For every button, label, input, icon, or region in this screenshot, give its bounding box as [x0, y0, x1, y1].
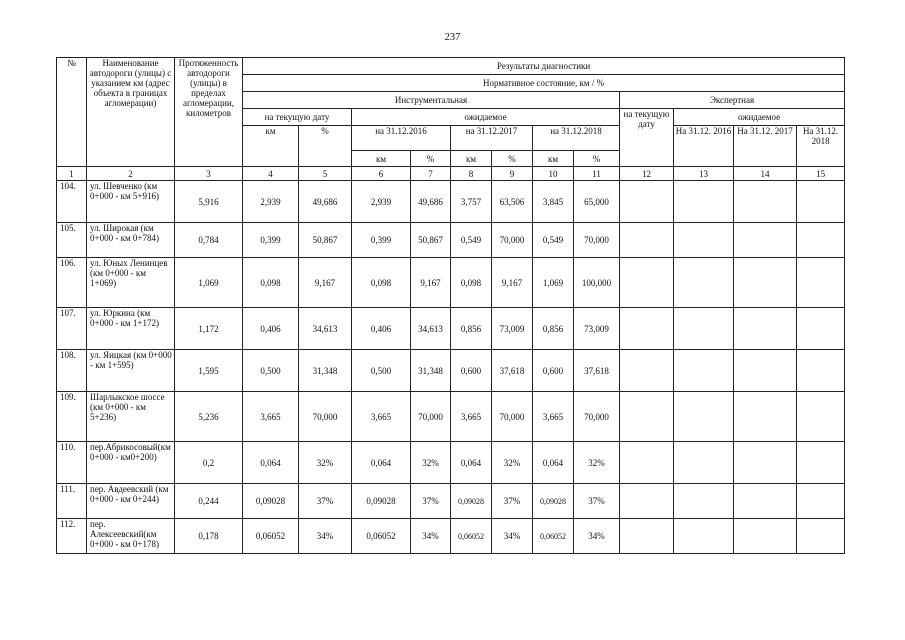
road-name: ул. Юркина (км 0+000 - км 1+172) [87, 308, 175, 350]
value-cell [674, 308, 734, 350]
value-cell: 32% [574, 442, 620, 484]
header-date-2017: на 31.12.2017 [451, 126, 533, 151]
header-instr-current-date: на текущую дату [243, 109, 352, 126]
value-cell: 3,665 [352, 392, 411, 442]
header-date-2018: на 31.12.2018 [533, 126, 620, 151]
value-cell: 3,665 [451, 392, 492, 442]
header-diagnostics-results: Результаты диагностики [243, 58, 845, 75]
value-cell [674, 223, 734, 258]
value-cell [674, 181, 734, 223]
value-cell: 3,757 [451, 181, 492, 223]
value-cell [620, 442, 674, 484]
value-cell: 32% [492, 442, 533, 484]
header-expert-2018: На 31.12. 2018 [797, 126, 845, 167]
value-cell [734, 223, 797, 258]
value-cell: 0,406 [352, 308, 411, 350]
value-cell: 0,09028 [243, 484, 299, 519]
table-row [57, 519, 845, 554]
header-expert-current-date: на текущую дату [620, 109, 674, 167]
col-number: 6 [352, 167, 411, 181]
value-cell: 37,618 [574, 350, 620, 392]
table-row [57, 181, 845, 223]
value-cell [674, 258, 734, 308]
value-cell [674, 392, 734, 442]
value-cell [620, 308, 674, 350]
road-name: пер. Алексеевский(км 0+000 - км 0+178) [87, 519, 175, 554]
value-cell [797, 519, 845, 554]
value-cell: 32% [411, 442, 451, 484]
value-cell: 0,098 [243, 258, 299, 308]
value-cell: 0,600 [533, 350, 574, 392]
value-cell: 32% [299, 442, 352, 484]
value-cell: 0,856 [451, 308, 492, 350]
value-cell: 0,09028 [533, 484, 574, 519]
road-name: ул. Яицкая (км 0+000 - км 1+595) [87, 350, 175, 392]
column-number-row [57, 167, 845, 181]
value-cell: 37% [574, 484, 620, 519]
value-cell: 2,939 [352, 181, 411, 223]
road-name: пер. Авдеевский (км 0+000 - км 0+244) [87, 484, 175, 519]
table-row [57, 258, 845, 308]
value-cell: 2,939 [243, 181, 299, 223]
value-cell: 0,600 [451, 350, 492, 392]
value-cell: 0,098 [352, 258, 411, 308]
value-cell [797, 308, 845, 350]
value-cell: 0,064 [243, 442, 299, 484]
value-cell [797, 181, 845, 223]
value-cell: 70,000 [411, 392, 451, 442]
table-row [57, 308, 845, 350]
value-cell: 0,06052 [533, 519, 574, 554]
value-cell: 34% [574, 519, 620, 554]
value-cell: 9,167 [492, 258, 533, 308]
value-cell: 0,500 [352, 350, 411, 392]
table-row [57, 484, 845, 519]
header-expert-2017: На 31.12. 2017 [734, 126, 797, 167]
row-number: 110. [57, 442, 87, 484]
value-cell [734, 258, 797, 308]
value-cell: 73,009 [492, 308, 533, 350]
value-cell: 0,406 [243, 308, 299, 350]
road-name: ул. Юных Ленинцев (км 0+000 - км 1+069) [87, 258, 175, 308]
value-cell: 0,06052 [243, 519, 299, 554]
value-cell [734, 392, 797, 442]
value-cell: 37,618 [492, 350, 533, 392]
value-cell: 0,098 [451, 258, 492, 308]
diagnostics-table [56, 57, 845, 554]
value-cell [734, 181, 797, 223]
value-cell: 5,916 [175, 181, 243, 223]
row-number: 109. [57, 392, 87, 442]
value-cell [734, 442, 797, 484]
header-expert-expected: ожидаемое [674, 109, 845, 126]
col-number: 11 [574, 167, 620, 181]
value-cell [797, 350, 845, 392]
value-cell: 31,348 [299, 350, 352, 392]
value-cell: 37% [411, 484, 451, 519]
value-cell: 34% [411, 519, 451, 554]
header-2018-km: км [533, 151, 574, 167]
value-cell [620, 519, 674, 554]
header-number: № [57, 58, 87, 167]
value-cell: 1,069 [175, 258, 243, 308]
value-cell: 1,595 [175, 350, 243, 392]
road-name: ул. Шевченко (км 0+000 - км 5+916) [87, 181, 175, 223]
col-number: 5 [299, 167, 352, 181]
value-cell: 34,613 [411, 308, 451, 350]
header-road-name: Наименование автодороги (улицы) с указанием км (адрес объекта в границах агломерации) [87, 58, 175, 167]
col-number: 13 [674, 167, 734, 181]
value-cell: 3,845 [533, 181, 574, 223]
header-2016-pct: % [411, 151, 451, 167]
value-cell [674, 519, 734, 554]
table-row [57, 442, 845, 484]
table-header [57, 58, 845, 181]
value-cell [797, 484, 845, 519]
value-cell: 3,665 [533, 392, 574, 442]
value-cell: 73,009 [574, 308, 620, 350]
header-current-pct: % [299, 126, 352, 167]
value-cell: 34% [299, 519, 352, 554]
header-length: Протяженность автодороги (улицы) в пределах агломерации, километров [175, 58, 243, 167]
value-cell: 50,867 [411, 223, 451, 258]
value-cell: 0,09028 [352, 484, 411, 519]
value-cell: 70,000 [574, 392, 620, 442]
header-instrumental: Инструментальная [243, 92, 620, 109]
value-cell [797, 442, 845, 484]
row-number: 105. [57, 223, 87, 258]
header-2017-pct: % [492, 151, 533, 167]
header-2016-km: км [352, 151, 411, 167]
value-cell: 100,000 [574, 258, 620, 308]
value-cell [620, 392, 674, 442]
value-cell: 70,000 [299, 392, 352, 442]
value-cell: 0,06052 [451, 519, 492, 554]
value-cell [620, 181, 674, 223]
value-cell: 0,500 [243, 350, 299, 392]
value-cell: 1,172 [175, 308, 243, 350]
value-cell: 31,348 [411, 350, 451, 392]
value-cell: 0,399 [243, 223, 299, 258]
col-number: 12 [620, 167, 674, 181]
road-name: Шарлыкское шоссе (км 0+000 - км 5+236) [87, 392, 175, 442]
header-instr-expected: ожидаемое [352, 109, 620, 126]
value-cell: 0,549 [451, 223, 492, 258]
value-cell [797, 258, 845, 308]
col-number: 4 [243, 167, 299, 181]
value-cell: 0,244 [175, 484, 243, 519]
col-number: 7 [411, 167, 451, 181]
header-current-km: км [243, 126, 299, 167]
value-cell [797, 223, 845, 258]
value-cell: 0,399 [352, 223, 411, 258]
value-cell [620, 484, 674, 519]
value-cell: 0,064 [352, 442, 411, 484]
road-name: ул. Широкая (км 0+000 - км 0+784) [87, 223, 175, 258]
col-number: 15 [797, 167, 845, 181]
value-cell: 5,236 [175, 392, 243, 442]
col-number: 8 [451, 167, 492, 181]
value-cell [620, 223, 674, 258]
road-name: пер.Абрикосовый(км 0+000 - км0+200) [87, 442, 175, 484]
value-cell: 9,167 [411, 258, 451, 308]
value-cell: 9,167 [299, 258, 352, 308]
value-cell [734, 308, 797, 350]
value-cell: 49,686 [299, 181, 352, 223]
col-number: 14 [734, 167, 797, 181]
value-cell: 0,856 [533, 308, 574, 350]
value-cell: 0,549 [533, 223, 574, 258]
value-cell: 49,686 [411, 181, 451, 223]
table-row [57, 350, 845, 392]
value-cell: 34,613 [299, 308, 352, 350]
header-date-2016: на 31.12.2016 [352, 126, 451, 151]
row-number: 112. [57, 519, 87, 554]
value-cell: 3,665 [243, 392, 299, 442]
value-cell: 0,784 [175, 223, 243, 258]
value-cell [734, 350, 797, 392]
table-row [57, 223, 845, 258]
row-number: 107. [57, 308, 87, 350]
col-number: 9 [492, 167, 533, 181]
value-cell [620, 258, 674, 308]
value-cell: 37% [299, 484, 352, 519]
value-cell: 70,000 [492, 392, 533, 442]
value-cell [734, 519, 797, 554]
value-cell: 70,000 [574, 223, 620, 258]
row-number: 111. [57, 484, 87, 519]
col-number: 1 [57, 167, 87, 181]
value-cell: 0,178 [175, 519, 243, 554]
header-expert-2016: На 31.12. 2016 [674, 126, 734, 167]
page-number: 237 [444, 32, 461, 43]
value-cell: 0,06052 [352, 519, 411, 554]
row-number: 108. [57, 350, 87, 392]
value-cell: 0,064 [533, 442, 574, 484]
value-cell: 65,000 [574, 181, 620, 223]
col-number: 3 [175, 167, 243, 181]
value-cell: 50,867 [299, 223, 352, 258]
value-cell [734, 484, 797, 519]
row-number: 104. [57, 181, 87, 223]
row-number: 106. [57, 258, 87, 308]
value-cell: 1,069 [533, 258, 574, 308]
value-cell: 0,064 [451, 442, 492, 484]
value-cell: 70,000 [492, 223, 533, 258]
value-cell [674, 442, 734, 484]
value-cell [620, 350, 674, 392]
header-expert: Экспертная [620, 92, 845, 109]
value-cell: 0,09028 [451, 484, 492, 519]
value-cell [797, 392, 845, 442]
value-cell [674, 484, 734, 519]
value-cell: 0,2 [175, 442, 243, 484]
header-normative-state: Нормативное состояние, км / % [243, 75, 845, 92]
table-body [57, 181, 845, 554]
table-row [57, 392, 845, 442]
value-cell: 63,506 [492, 181, 533, 223]
header-2018-pct: % [574, 151, 620, 167]
col-number: 10 [533, 167, 574, 181]
col-number: 2 [87, 167, 175, 181]
header-2017-km: км [451, 151, 492, 167]
value-cell: 37% [492, 484, 533, 519]
value-cell: 34% [492, 519, 533, 554]
value-cell [674, 350, 734, 392]
